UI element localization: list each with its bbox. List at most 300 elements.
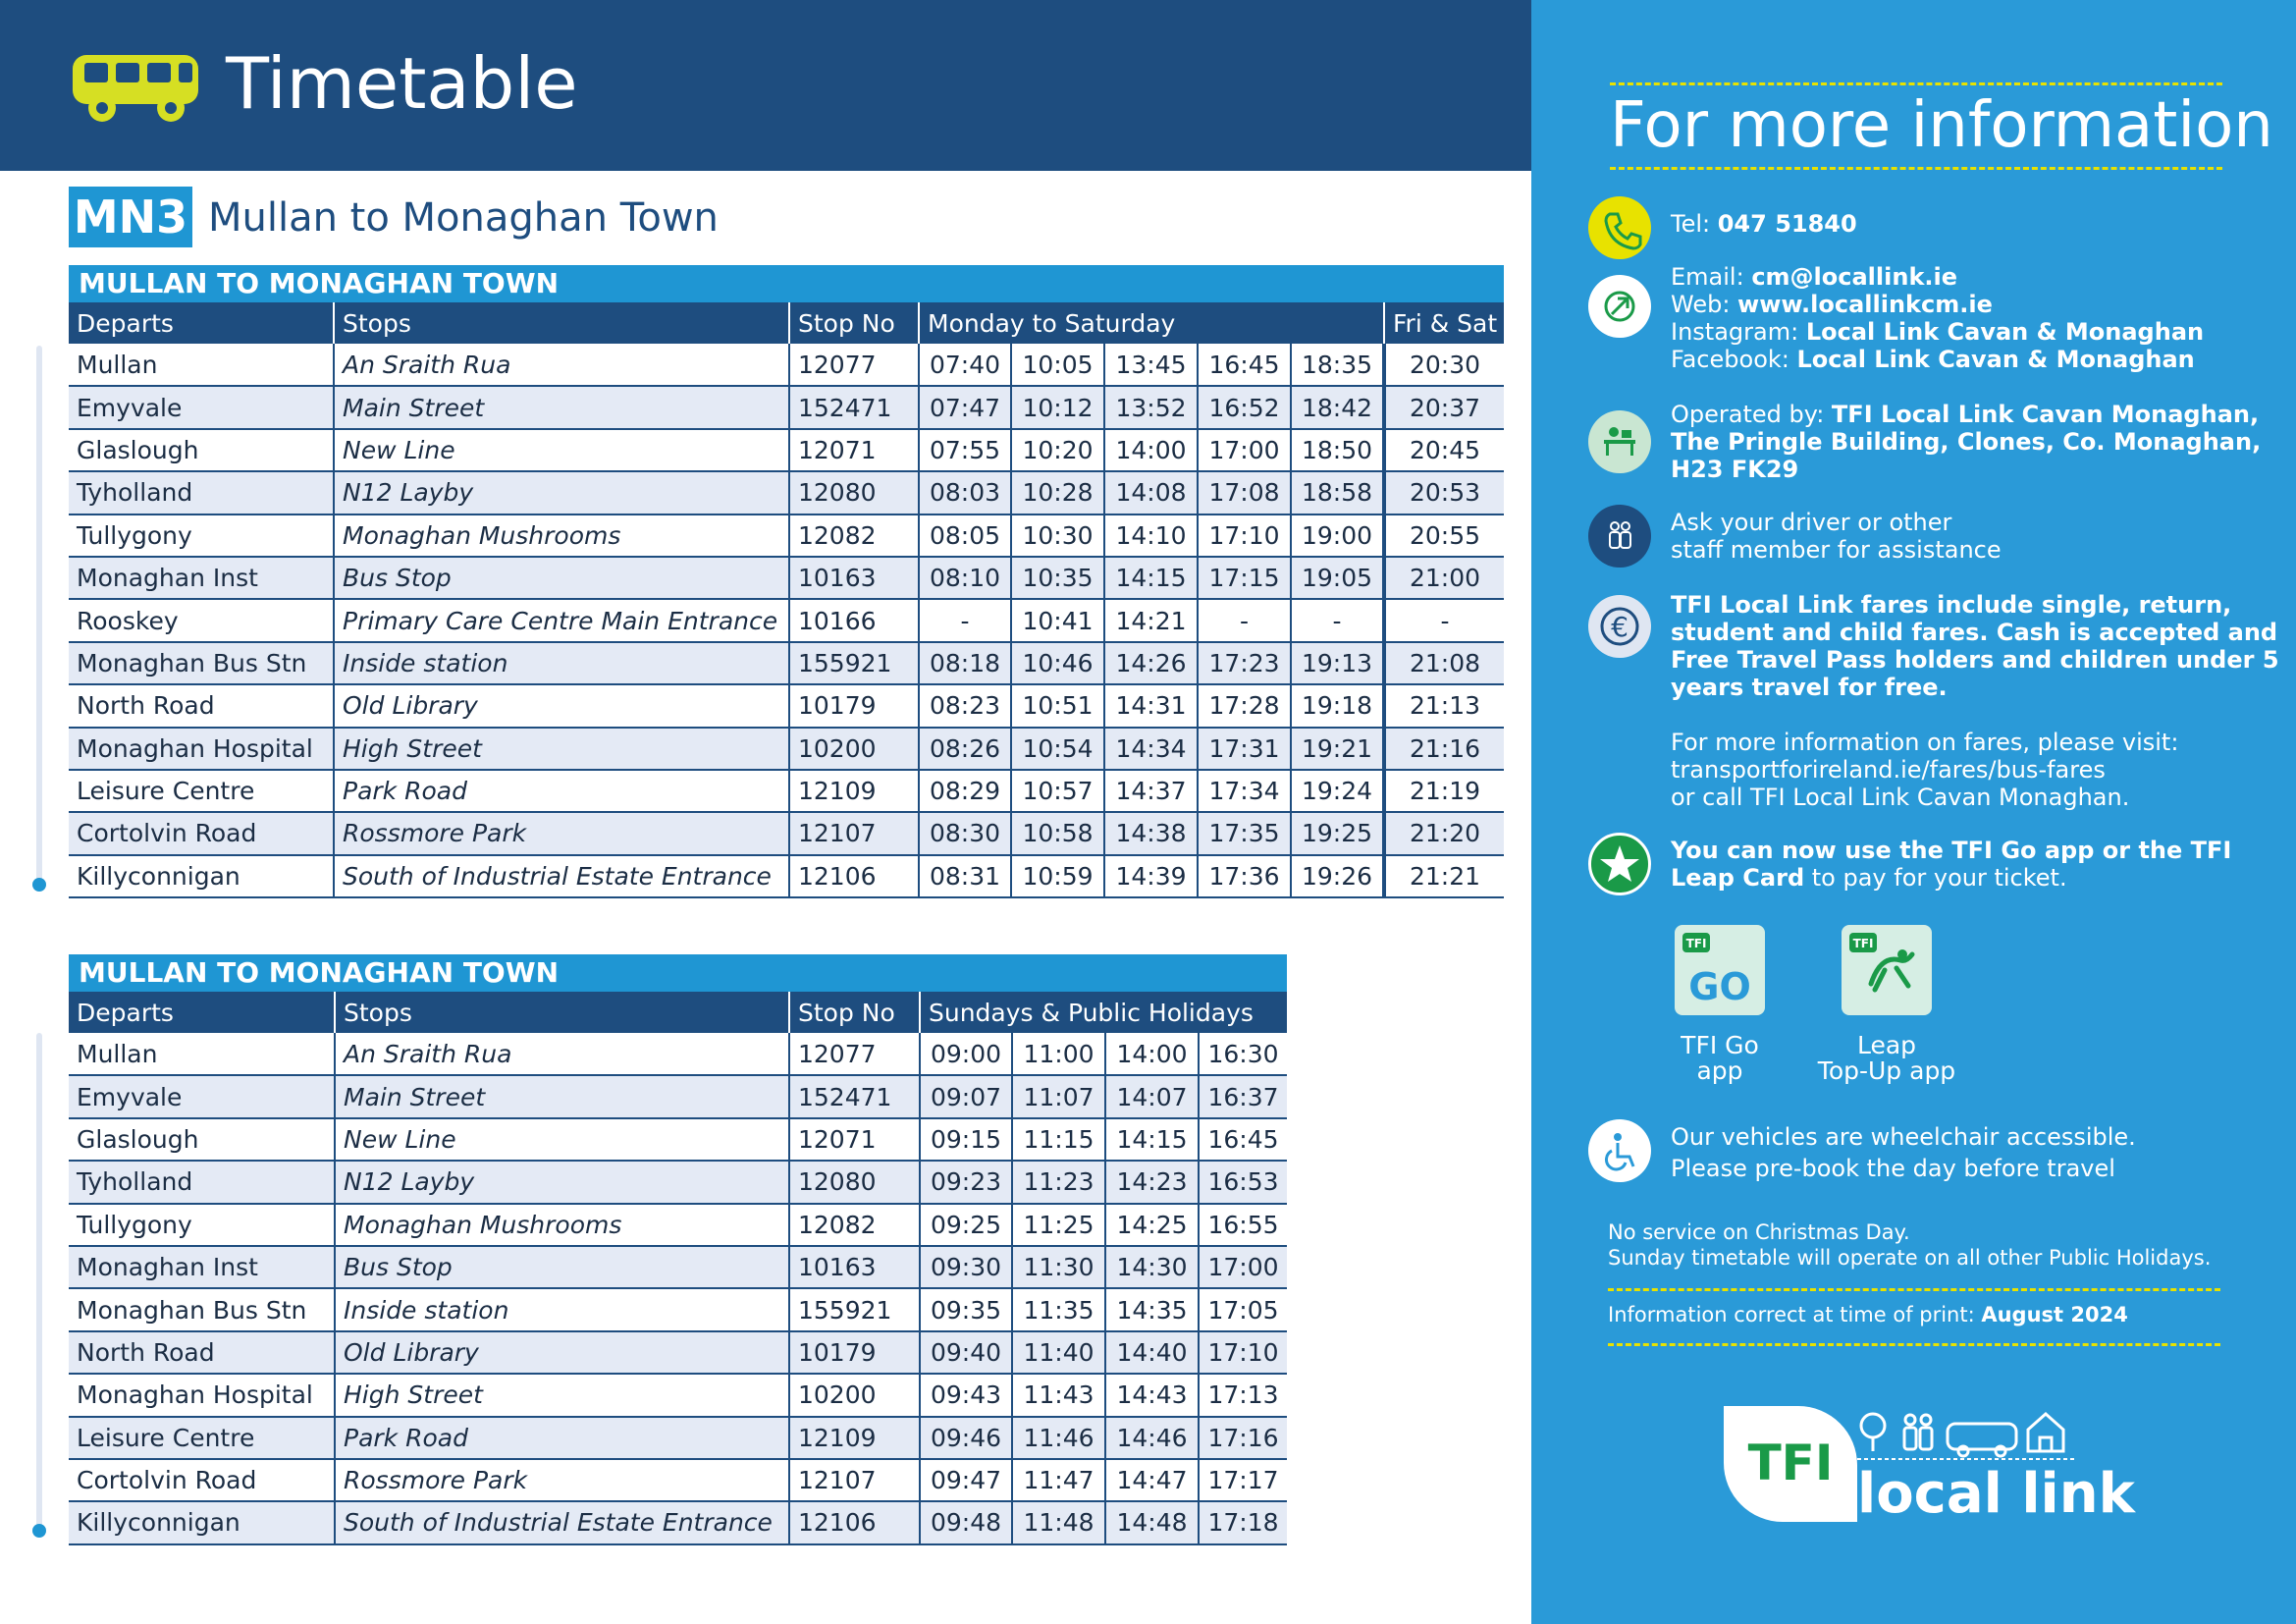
stop-no-cell: 10163 — [789, 1246, 920, 1288]
time-cell: 21:16 — [1384, 728, 1504, 770]
stop-cell: Bus Stop — [334, 557, 789, 599]
time-cell: 16:45 — [1198, 344, 1291, 386]
stop-cell: New Line — [334, 429, 789, 471]
departs-cell: Leisure Centre — [69, 1417, 335, 1459]
table-row — [69, 770, 1504, 812]
go-tile-text: GO — [1688, 965, 1751, 1008]
app-line-1b: or the TFI — [2094, 837, 2232, 864]
table-row — [69, 1331, 1287, 1374]
tile-badge: TFI — [1685, 937, 1707, 950]
time-cell: 14:26 — [1104, 642, 1198, 684]
time-cell: 14:48 — [1105, 1501, 1199, 1543]
instagram-label: Instagram: — [1671, 318, 1806, 346]
correct-date: August 2024 — [1981, 1303, 2128, 1326]
departs-cell: Cortolvin Road — [69, 812, 334, 854]
time-cell: 09:47 — [920, 1459, 1012, 1501]
table-row — [69, 1246, 1287, 1288]
leap-line-1: Leap — [1856, 1031, 1917, 1059]
time-cell: 14:15 — [1104, 557, 1198, 599]
time-cell: 20:37 — [1384, 386, 1504, 428]
stop-cell: Monaghan Mushrooms — [335, 1204, 789, 1246]
sunday-timetable — [69, 954, 1287, 1545]
time-cell: 17:34 — [1198, 770, 1291, 812]
table-row — [69, 728, 1504, 770]
stop-no-cell: 12106 — [789, 1501, 920, 1543]
time-cell: 14:31 — [1104, 684, 1198, 727]
time-cell: 21:21 — [1384, 855, 1504, 897]
local-link-logo-text: local link — [1857, 1462, 2135, 1526]
table-row — [69, 812, 1504, 854]
leap-app-tile[interactable] — [1842, 925, 1932, 1015]
time-cell: 11:23 — [1012, 1161, 1105, 1203]
time-cell: 14:38 — [1104, 812, 1198, 854]
time-cell: 11:40 — [1012, 1331, 1105, 1374]
time-cell: 07:55 — [919, 429, 1011, 471]
time-cell: 09:48 — [920, 1501, 1012, 1543]
stop-no-cell: 12080 — [789, 471, 919, 514]
time-cell: 09:00 — [920, 1033, 1012, 1075]
divider — [1610, 82, 2222, 85]
departs-cell: North Road — [69, 684, 334, 727]
route-end-dot — [32, 1524, 46, 1538]
time-cell: 13:45 — [1104, 344, 1198, 386]
app-line-1a: You can now use the TFI Go app — [1671, 837, 2095, 864]
wheelchair-lines — [1671, 1121, 2136, 1184]
assistance-lines — [1671, 509, 2002, 564]
time-cell: 14:00 — [1105, 1033, 1199, 1075]
stop-no-cell: 10179 — [789, 1331, 920, 1374]
stop-no-cell: 12071 — [789, 1118, 920, 1161]
time-cell: - — [1291, 599, 1384, 641]
time-cell: 11:35 — [1012, 1288, 1105, 1330]
time-cell: 19:21 — [1291, 728, 1384, 770]
stop-no-cell: 12077 — [789, 344, 919, 386]
time-cell: 14:46 — [1105, 1417, 1199, 1459]
assist-line-2: staff member for assistance — [1671, 536, 2002, 564]
operator-address: The Pringle Building, Clones, Co. Monaghan, — [1671, 428, 2262, 456]
route-code-badge: MN3 — [69, 187, 192, 247]
stop-cell: Park Road — [334, 770, 789, 812]
stop-no-cell: 12109 — [789, 770, 919, 812]
stop-no-cell: 12080 — [789, 1161, 920, 1203]
fares-more-lines — [1671, 729, 2178, 811]
table-row — [69, 429, 1504, 471]
time-cell: 17:28 — [1198, 684, 1291, 727]
fares-line-3: Free Travel Pass holders and children under 5 — [1671, 646, 2279, 674]
time-cell: 19:24 — [1291, 770, 1384, 812]
tile-badge: TFI — [1852, 937, 1874, 950]
table-row — [69, 642, 1504, 684]
time-cell: 14:07 — [1105, 1075, 1199, 1117]
time-cell: 17:18 — [1199, 1501, 1287, 1543]
time-cell: 14:25 — [1105, 1204, 1199, 1246]
time-cell: 19:26 — [1291, 855, 1384, 897]
tfi-go-line-1: TFI Go — [1681, 1031, 1759, 1059]
assist-line-1: Ask your driver or other — [1671, 509, 1952, 536]
tfi-go-app-tile[interactable] — [1675, 925, 1765, 1015]
app-line-2b: to pay for your ticket. — [1804, 864, 2067, 892]
time-cell: 11:25 — [1012, 1204, 1105, 1246]
table-row — [69, 1204, 1287, 1246]
departs-cell: Killyconnigan — [69, 1501, 335, 1543]
stop-no-cell: 12071 — [789, 429, 919, 471]
wheelchair-line-1: Our vehicles are wheelchair accessible. — [1671, 1123, 2136, 1151]
col-departs: Departs — [69, 992, 335, 1033]
time-cell: 14:30 — [1105, 1246, 1199, 1288]
stop-no-cell: 12077 — [789, 1033, 920, 1075]
table-row — [69, 514, 1504, 557]
col-stops: Stops — [335, 992, 789, 1033]
time-cell: 08:18 — [919, 642, 1011, 684]
divider — [1608, 1343, 2220, 1346]
time-cell: 07:40 — [919, 344, 1011, 386]
time-cell: 18:42 — [1291, 386, 1384, 428]
time-cell: 10:05 — [1011, 344, 1104, 386]
time-cell: 14:23 — [1105, 1161, 1199, 1203]
table-row — [69, 1374, 1287, 1416]
operated-label: Operated by: — [1671, 401, 1832, 428]
fares-url[interactable]: transportforireland.ie/fares/bus-fares — [1671, 756, 2106, 784]
table-row — [69, 344, 1504, 386]
print-date-line — [1608, 1302, 2128, 1327]
stop-cell: Main Street — [335, 1075, 789, 1117]
stop-no-cell: 10166 — [789, 599, 919, 641]
time-cell: 21:00 — [1384, 557, 1504, 599]
stop-no-cell: 152471 — [789, 1075, 920, 1117]
time-cell: 08:31 — [919, 855, 1011, 897]
stop-no-cell: 10200 — [789, 1374, 920, 1416]
time-cell: 10:57 — [1011, 770, 1104, 812]
stop-cell: Old Library — [335, 1331, 789, 1374]
time-cell: 17:05 — [1199, 1288, 1287, 1330]
time-cell: 11:00 — [1012, 1033, 1105, 1075]
table-row — [69, 1288, 1287, 1330]
notice-line-1: No service on Christmas Day. — [1608, 1220, 1910, 1244]
leap-line-2: Top-Up app — [1817, 1056, 1956, 1085]
departs-cell: Glaslough — [69, 1118, 335, 1161]
departs-cell: Monaghan Bus Stn — [69, 1288, 335, 1330]
wheelchair-icon — [1588, 1119, 1651, 1182]
svg-text:€: € — [1611, 611, 1629, 643]
stop-cell: Primary Care Centre Main Entrance — [334, 599, 789, 641]
departs-cell: Emyvale — [69, 386, 334, 428]
table-caption: MULLAN TO MONAGHAN TOWN — [69, 265, 1504, 302]
time-cell: 11:43 — [1012, 1374, 1105, 1416]
time-cell: 21:20 — [1384, 812, 1504, 854]
time-cell: 17:10 — [1199, 1331, 1287, 1374]
departs-cell: Rooskey — [69, 599, 334, 641]
table-row — [69, 1033, 1287, 1075]
time-cell: 17:35 — [1198, 812, 1291, 854]
col-stops: Stops — [334, 302, 789, 344]
fares-more-3: or call TFI Local Link Cavan Monaghan. — [1671, 784, 2130, 811]
stop-cell: Bus Stop — [335, 1246, 789, 1288]
table-row — [69, 599, 1504, 641]
fares-line-2: student and child fares. Cash is accepted and — [1671, 619, 2278, 646]
time-cell: 16:52 — [1198, 386, 1291, 428]
weekday-table — [69, 302, 1504, 898]
time-cell: 17:23 — [1198, 642, 1291, 684]
time-cell: 09:46 — [920, 1417, 1012, 1459]
stop-cell: N12 Layby — [334, 471, 789, 514]
time-cell: 20:30 — [1384, 344, 1504, 386]
time-cell: 10:12 — [1011, 386, 1104, 428]
app-line-2a: Leap Card — [1671, 864, 1805, 892]
time-cell: 14:37 — [1104, 770, 1198, 812]
departs-cell: Monaghan Inst — [69, 1246, 335, 1288]
departs-cell: Cortolvin Road — [69, 1459, 335, 1501]
table-caption: MULLAN TO MONAGHAN TOWN — [69, 954, 1287, 992]
time-cell: 17:08 — [1198, 471, 1291, 514]
phone-line — [1671, 210, 1857, 238]
stop-cell: South of Industrial Estate Entrance — [335, 1501, 789, 1543]
table-row — [69, 557, 1504, 599]
table-row — [69, 855, 1504, 897]
stop-cell: Old Library — [334, 684, 789, 727]
time-cell: 21:19 — [1384, 770, 1504, 812]
stop-cell: New Line — [335, 1118, 789, 1161]
stop-no-cell: 155921 — [789, 1288, 920, 1330]
col-stop-no: Stop No — [789, 992, 920, 1033]
time-cell: - — [1384, 599, 1504, 641]
leap-label — [1789, 1033, 1985, 1084]
time-cell: 11:15 — [1012, 1118, 1105, 1161]
stop-no-cell: 10200 — [789, 728, 919, 770]
route-name: Mullan to Monaghan Town — [208, 195, 719, 241]
page-title: Timetable — [226, 42, 578, 125]
col-fri-sat: Fri & Sat — [1384, 302, 1504, 344]
stop-no-cell: 10163 — [789, 557, 919, 599]
stop-no-cell: 12082 — [789, 1204, 920, 1246]
departs-cell: Tyholland — [69, 471, 334, 514]
time-cell: 10:41 — [1011, 599, 1104, 641]
time-cell: 17:36 — [1198, 855, 1291, 897]
time-cell: 10:30 — [1011, 514, 1104, 557]
time-cell: 14:21 — [1104, 599, 1198, 641]
stop-cell: Rossmore Park — [334, 812, 789, 854]
time-cell: 07:47 — [919, 386, 1011, 428]
fares-line-4: years travel for free. — [1671, 674, 1948, 701]
stop-cell: Park Road — [335, 1417, 789, 1459]
time-cell: 14:10 — [1104, 514, 1198, 557]
notice-line-2: Sunday timetable will operate on all other Public Holidays. — [1608, 1246, 2212, 1270]
time-cell: 17:13 — [1199, 1374, 1287, 1416]
time-cell: 18:58 — [1291, 471, 1384, 514]
web-link[interactable]: www.locallinkcm.ie — [1737, 291, 1993, 318]
time-cell: 19:25 — [1291, 812, 1384, 854]
time-cell: 17:31 — [1198, 728, 1291, 770]
time-cell: 18:50 — [1291, 429, 1384, 471]
stop-no-cell: 155921 — [789, 642, 919, 684]
time-cell: 14:39 — [1104, 855, 1198, 897]
office-icon — [1588, 410, 1651, 473]
table-row — [69, 1118, 1287, 1161]
col-departs: Departs — [69, 302, 334, 344]
info-sidebar — [1531, 0, 2296, 1624]
col-monday-to-saturday: Monday to Saturday — [919, 302, 1384, 344]
time-cell: 14:35 — [1105, 1288, 1199, 1330]
time-cell: 17:16 — [1199, 1417, 1287, 1459]
time-cell: 10:51 — [1011, 684, 1104, 727]
tfi-go-line-2: app — [1696, 1056, 1743, 1085]
stop-cell: Monaghan Mushrooms — [334, 514, 789, 557]
table-row — [69, 1075, 1287, 1117]
table-row — [69, 684, 1504, 727]
time-cell: 09:35 — [920, 1288, 1012, 1330]
stop-no-cell: 10179 — [789, 684, 919, 727]
time-cell: 17:15 — [1198, 557, 1291, 599]
stop-cell: Inside station — [334, 642, 789, 684]
time-cell: 21:08 — [1384, 642, 1504, 684]
euro-icon — [1588, 595, 1651, 658]
tfi-logo-badge — [1724, 1406, 1857, 1522]
operator-eircode: H23 FK29 — [1671, 456, 1799, 483]
time-cell: 14:15 — [1105, 1118, 1199, 1161]
time-cell: 19:18 — [1291, 684, 1384, 727]
departs-cell: Monaghan Bus Stn — [69, 642, 334, 684]
time-cell: 20:55 — [1384, 514, 1504, 557]
stop-cell: High Street — [335, 1374, 789, 1416]
stop-no-cell: 152471 — [789, 386, 919, 428]
time-cell: 10:58 — [1011, 812, 1104, 854]
time-cell: 14:43 — [1105, 1374, 1199, 1416]
stop-no-cell: 12106 — [789, 855, 919, 897]
table-row — [69, 1417, 1287, 1459]
stop-cell: Inside station — [335, 1288, 789, 1330]
time-cell: 10:59 — [1011, 855, 1104, 897]
time-cell: 19:13 — [1291, 642, 1384, 684]
time-cell: 08:29 — [919, 770, 1011, 812]
time-cell: 08:26 — [919, 728, 1011, 770]
time-cell: 16:53 — [1199, 1161, 1287, 1203]
web-label: Web: — [1671, 291, 1738, 318]
time-cell: 14:00 — [1104, 429, 1198, 471]
weekday-timetable — [69, 265, 1504, 898]
time-cell: 10:54 — [1011, 728, 1104, 770]
table-row — [69, 471, 1504, 514]
time-cell: 10:28 — [1011, 471, 1104, 514]
divider — [1608, 1288, 2220, 1291]
departs-cell: Tyholland — [69, 1161, 335, 1203]
time-cell: 11:07 — [1012, 1075, 1105, 1117]
departs-cell: Glaslough — [69, 429, 334, 471]
contact-lines — [1671, 263, 2204, 373]
time-cell: 14:08 — [1104, 471, 1198, 514]
stop-cell: An Sraith Rua — [335, 1033, 789, 1075]
time-cell: 08:30 — [919, 812, 1011, 854]
departs-cell: Tullygony — [69, 1204, 335, 1246]
table-row — [69, 1161, 1287, 1203]
tfi-logo-text: TFI — [1747, 1435, 1834, 1491]
time-cell: 11:47 — [1012, 1459, 1105, 1501]
departs-cell: Killyconnigan — [69, 855, 334, 897]
facebook-link[interactable]: Local Link Cavan & Monaghan — [1796, 346, 2195, 373]
time-cell: 13:52 — [1104, 386, 1198, 428]
time-cell: 10:46 — [1011, 642, 1104, 684]
time-cell: 14:34 — [1104, 728, 1198, 770]
departs-cell: Tullygony — [69, 514, 334, 557]
route-end-dot — [32, 878, 46, 892]
time-cell: 21:13 — [1384, 684, 1504, 727]
service-notice — [1608, 1219, 2211, 1271]
stop-cell: N12 Layby — [335, 1161, 789, 1203]
time-cell: 09:25 — [920, 1204, 1012, 1246]
route-line-weekday — [27, 346, 51, 905]
wheelchair-line-2: Please pre-book the day before travel — [1671, 1155, 2115, 1182]
operator-name: TFI Local Link Cavan Monaghan, — [1831, 401, 2260, 428]
stop-cell: Rossmore Park — [335, 1459, 789, 1501]
time-cell: 09:40 — [920, 1331, 1012, 1374]
bus-icon — [69, 51, 202, 126]
time-cell: 08:03 — [919, 471, 1011, 514]
operator-lines — [1671, 401, 2261, 483]
stop-cell: An Sraith Rua — [334, 344, 789, 386]
time-cell: 11:46 — [1012, 1417, 1105, 1459]
fares-line-1: TFI Local Link fares include single, return, — [1671, 591, 2232, 619]
time-cell: 17:10 — [1198, 514, 1291, 557]
time-cell: 09:15 — [920, 1118, 1012, 1161]
time-cell: 09:30 — [920, 1246, 1012, 1288]
email-link[interactable]: cm@locallink.ie — [1751, 263, 1958, 291]
local-link-icons — [1855, 1406, 2150, 1463]
time-cell: 17:00 — [1199, 1246, 1287, 1288]
instagram-link[interactable]: Local Link Cavan & Monaghan — [1805, 318, 2205, 346]
time-cell: 16:45 — [1199, 1118, 1287, 1161]
web-icon — [1588, 275, 1651, 338]
time-cell: 17:17 — [1199, 1459, 1287, 1501]
stop-cell: South of Industrial Estate Entrance — [334, 855, 789, 897]
facebook-label: Facebook: — [1671, 346, 1797, 373]
time-cell: 11:30 — [1012, 1246, 1105, 1288]
time-cell: 09:23 — [920, 1161, 1012, 1203]
sidebar-title: For more information — [1610, 89, 2273, 162]
time-cell: 08:23 — [919, 684, 1011, 727]
departs-cell: Mullan — [69, 344, 334, 386]
correct-label: Information correct at time of print: — [1608, 1303, 1982, 1326]
tel-number[interactable]: 047 51840 — [1717, 210, 1857, 238]
sunday-table — [69, 992, 1287, 1545]
time-cell: 16:30 — [1199, 1033, 1287, 1075]
time-cell: 17:00 — [1198, 429, 1291, 471]
table-row — [69, 386, 1504, 428]
time-cell: 14:47 — [1105, 1459, 1199, 1501]
departs-cell: Leisure Centre — [69, 770, 334, 812]
fares-more-1: For more information on fares, please visit: — [1671, 729, 2179, 756]
time-cell: 18:35 — [1291, 344, 1384, 386]
time-cell: 16:37 — [1199, 1075, 1287, 1117]
stop-no-cell: 12107 — [789, 812, 919, 854]
header-bar — [0, 0, 1531, 171]
departs-cell: Mullan — [69, 1033, 335, 1075]
time-cell: 10:35 — [1011, 557, 1104, 599]
stop-no-cell: 12109 — [789, 1417, 920, 1459]
time-cell: 20:45 — [1384, 429, 1504, 471]
time-cell: 08:10 — [919, 557, 1011, 599]
departs-cell: Emyvale — [69, 1075, 335, 1117]
divider — [1610, 167, 2222, 170]
time-cell: - — [1198, 599, 1291, 641]
time-cell: 09:07 — [920, 1075, 1012, 1117]
time-cell: 19:05 — [1291, 557, 1384, 599]
time-cell: 11:48 — [1012, 1501, 1105, 1543]
stop-no-cell: 12107 — [789, 1459, 920, 1501]
table-row — [69, 1501, 1287, 1543]
people-icon — [1588, 505, 1651, 568]
departs-cell: Monaghan Hospital — [69, 1374, 335, 1416]
time-cell: 14:40 — [1105, 1331, 1199, 1374]
fares-lines — [1671, 591, 2279, 701]
star-icon — [1588, 833, 1651, 895]
